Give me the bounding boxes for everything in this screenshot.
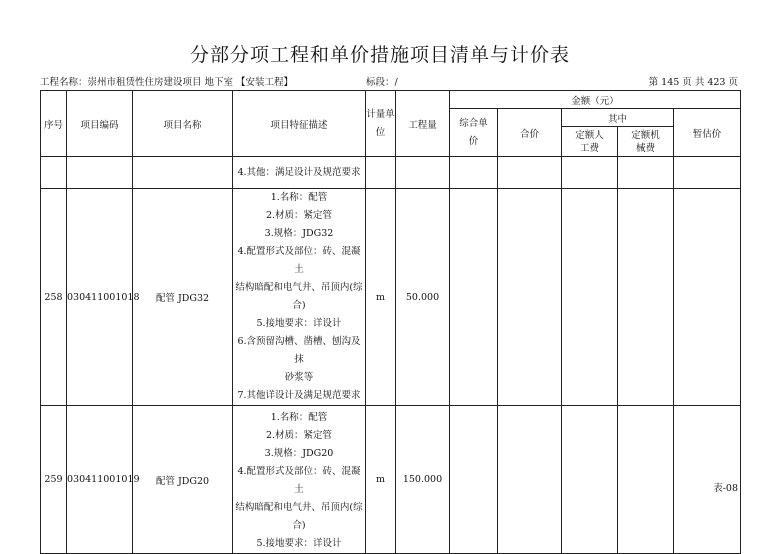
header-unit: 计量单位	[366, 91, 396, 157]
row-unit-price	[450, 189, 498, 406]
section-value: /	[394, 77, 398, 88]
desc-line: 结构暗配和电气井、吊顶内(综	[235, 282, 363, 293]
header-desc: 项目特征描述	[233, 91, 366, 157]
row-seq	[41, 157, 67, 189]
page-title: 分部分项工程和单价措施项目清单与计价表	[189, 44, 570, 66]
row-labor	[562, 406, 618, 554]
desc-line: 4.其他：满足设计及规范要求	[237, 166, 361, 178]
header-qty: 工程量	[396, 91, 450, 157]
table-row	[41, 157, 741, 189]
row-total	[498, 189, 562, 406]
desc-line: 5.接地要求：详设计	[256, 538, 342, 549]
desc-line: 1.名称：配管	[270, 192, 328, 203]
row-code: 030411001018	[67, 189, 133, 406]
desc-line: 合)	[292, 520, 306, 531]
desc-line: 5.接地要求：详设计	[256, 318, 342, 329]
row-total	[498, 406, 562, 554]
header-amount: 金额（元）	[450, 91, 741, 109]
desc-line: 2.材质：紧定管	[265, 430, 333, 441]
table-row	[41, 406, 741, 554]
row-machine	[618, 157, 674, 189]
table-footer-code: 表-08	[713, 483, 738, 494]
row-total	[498, 157, 562, 189]
row-unit	[366, 157, 396, 189]
row-provisional	[674, 189, 741, 406]
row-desc	[233, 157, 366, 189]
row-labor	[562, 189, 618, 406]
header-seq: 序号	[41, 91, 67, 157]
desc-line: 合)	[292, 300, 306, 311]
row-unit: m	[366, 189, 396, 406]
header-machine: 定额机械费	[618, 127, 674, 157]
project-name-value: 崇州市租赁性住房建设项目 地下室 【安装工程】	[87, 77, 294, 88]
section	[366, 74, 398, 88]
desc-line: 6.含预留沟槽、凿槽、刨沟及抹	[237, 336, 361, 365]
header-code: 项目编码	[67, 91, 133, 157]
desc-line: 7.其他详设计及满足规范要求	[237, 390, 361, 401]
desc-line: 4.配置形式及部位：砖、混凝土	[237, 246, 361, 275]
desc-line: 砂浆等	[284, 372, 314, 383]
header-name: 项目名称	[133, 91, 233, 157]
row-seq: 259	[41, 406, 67, 554]
section-label: 标段：	[366, 77, 395, 88]
row-name	[133, 157, 233, 189]
project-name	[40, 74, 293, 88]
row-qty: 50.000	[396, 189, 450, 406]
desc-line: 3.规格：JDG20	[264, 448, 334, 459]
row-machine	[618, 406, 674, 554]
row-qty	[396, 157, 450, 189]
table-row	[41, 189, 741, 406]
desc-line: 3.规格：JDG32	[264, 228, 334, 239]
header-labor: 定额人工费	[562, 127, 618, 157]
page-info: 第 145 页 共 423 页	[648, 77, 738, 88]
desc-line: 结构暗配和电气井、吊顶内(综	[235, 502, 363, 513]
row-unit-price	[450, 157, 498, 189]
row-provisional	[674, 157, 741, 189]
row-desc	[233, 189, 366, 406]
header-unit-price: 综合单价	[450, 109, 498, 157]
row-code	[67, 157, 133, 189]
project-name-label: 工程名称：	[40, 77, 88, 88]
header-row-1	[41, 91, 741, 109]
desc-line: 2.材质：紧定管	[265, 210, 333, 221]
row-desc	[233, 406, 366, 554]
row-seq: 258	[41, 189, 67, 406]
row-qty: 150.000	[396, 406, 450, 554]
bill-table	[40, 90, 741, 554]
desc-line: 1.名称：配管	[270, 412, 328, 423]
header-provisional: 暂估价	[674, 109, 741, 157]
desc-line: 4.配置形式及部位：砖、混凝土	[237, 466, 361, 495]
row-unit-price	[450, 406, 498, 554]
row-name: 配管 JDG20	[133, 406, 233, 554]
row-name: 配管 JDG32	[133, 189, 233, 406]
row-machine	[618, 189, 674, 406]
header-total: 合价	[498, 109, 562, 157]
row-labor	[562, 157, 618, 189]
row-code: 030411001019	[67, 406, 133, 554]
row-unit: m	[366, 406, 396, 554]
header-of-which: 其中	[562, 109, 674, 127]
